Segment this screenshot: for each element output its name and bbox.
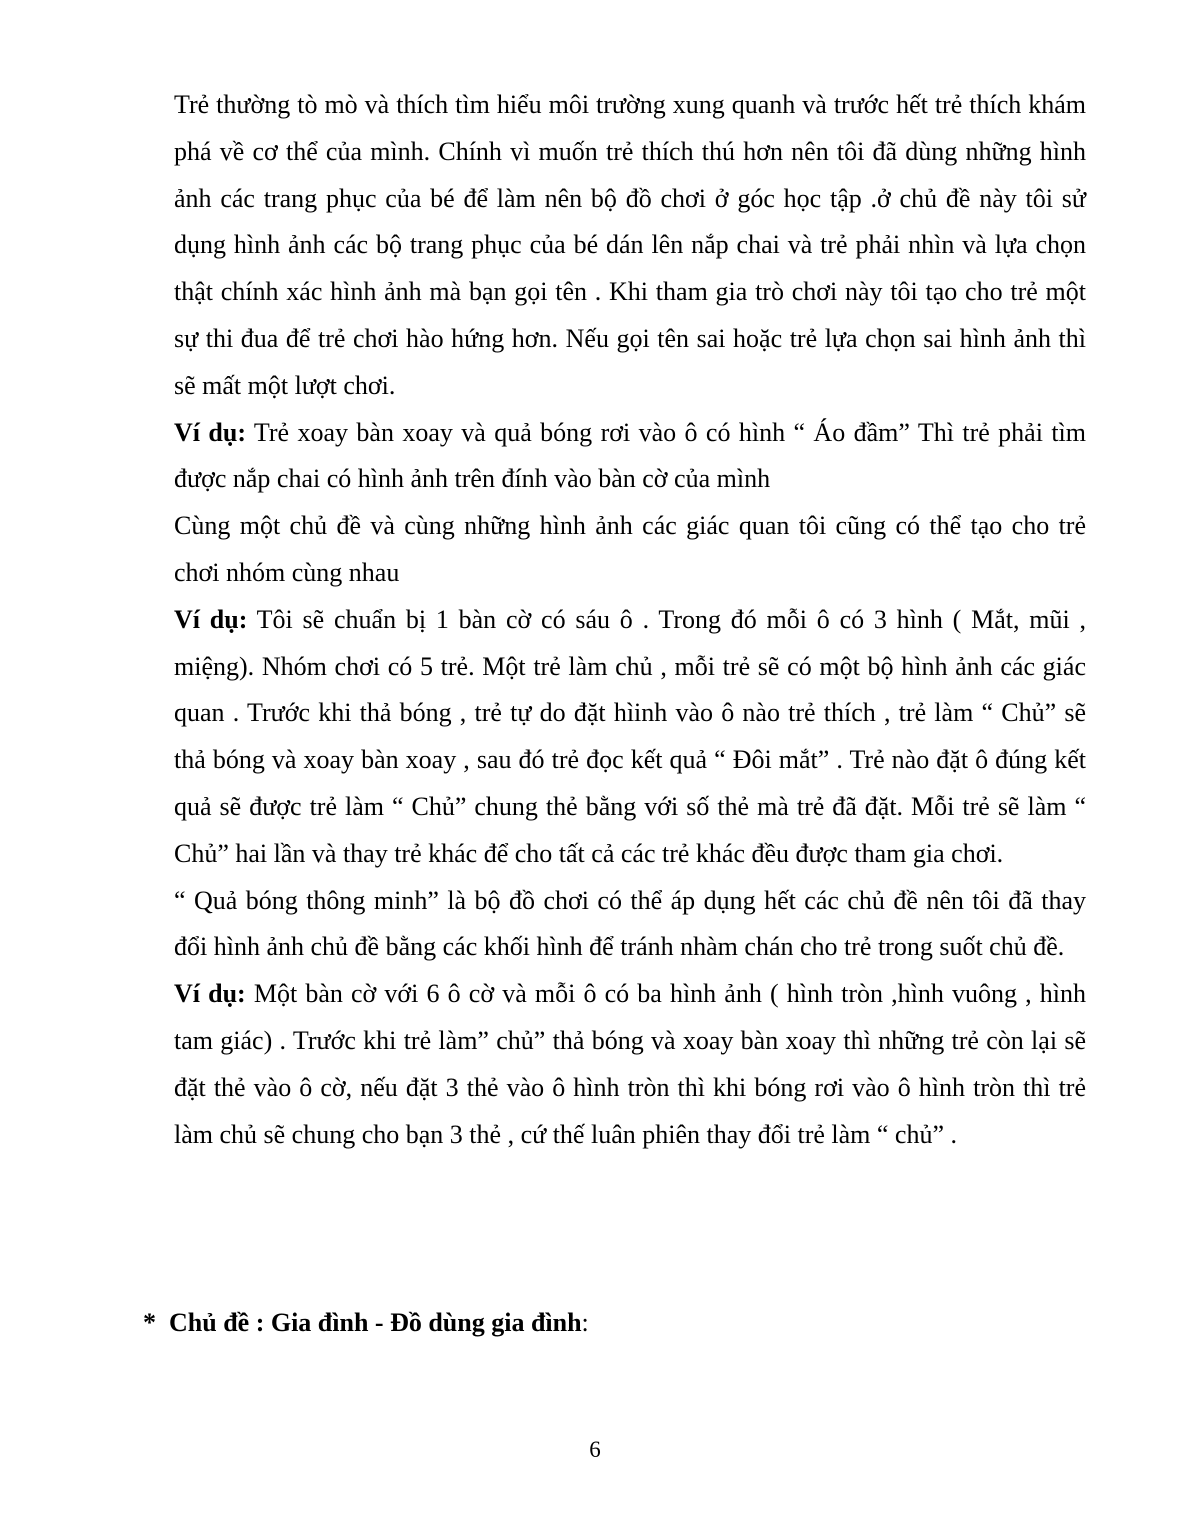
paragraph-5-text: “ Quả bóng thông minh” là bộ đồ chơi có thể áp dụng hết các chủ đề nên tôi đã thay đổi hình ảnh chủ đề bằng các khối hình để tránh nhàm chán cho trẻ trong suốt chủ đề. bbox=[174, 885, 1086, 962]
page-number: 6 bbox=[589, 1437, 601, 1462]
paragraph-5 bbox=[174, 878, 1086, 972]
paragraph-3 bbox=[174, 503, 1086, 597]
section-heading-text: Chủ đề : Gia đình - Đồ dùng gia đình bbox=[169, 1308, 582, 1337]
paragraph-6 bbox=[174, 971, 1086, 1158]
section-heading-bullet: * bbox=[143, 1308, 156, 1337]
paragraph-2-label: Ví dụ: bbox=[174, 417, 246, 447]
paragraph-4 bbox=[174, 597, 1086, 878]
paragraph-6-text: Một bàn cờ với 6 ô cờ và mỗi ô có ba hình ảnh ( hình tròn ,hình vuông , hình tam giác) . Trước khi trẻ làm” chủ” thả bóng và xoay bàn xoay thì những trẻ còn lại sẽ đặt thẻ vào ô cờ, nếu đặt 3 thẻ vào ô hình tròn thì khi bóng rơi vào ô hình tròn thì trẻ làm chủ sẽ chung cho bạn 3 thẻ , cứ thế luân phiên thay đổi trẻ làm “ chủ” . bbox=[174, 979, 1086, 1149]
section-heading-suffix: : bbox=[581, 1308, 589, 1337]
paragraph-2-text: Trẻ xoay bàn xoay và quả bóng rơi vào ô có hình “ Áo đầm” Thì trẻ phải tìm được nắp chai có hình ảnh trên đính vào bàn cờ của mình bbox=[174, 417, 1086, 494]
paragraph-2 bbox=[174, 410, 1086, 504]
paragraph-4-text: Tôi sẽ chuẩn bị 1 bàn cờ có sáu ô . Trong đó mỗi ô có 3 hình ( Mắt, mũi , miệng). Nhóm chơi có 5 trẻ. Một trẻ làm chủ , mỗi trẻ sẽ có một bộ hình ảnh các giác quan . Trước khi thả bóng , trẻ tự do đặt hìinh vào ô nào trẻ thích , trẻ làm “ Chủ” sẽ thả bóng và xoay bàn xoay , sau đó trẻ đọc kết quả “ Đôi mắt” . Trẻ nào đặt ô đúng kết quả sẽ được trẻ làm “ Chủ” chung thẻ bằng với số thẻ mà trẻ đã đặt. Mỗi trẻ sẽ làm “ Chủ” hai lần và thay trẻ khác để cho tất cả các trẻ khác đều được tham gia chơi. bbox=[174, 604, 1086, 868]
paragraph-3-text: Cùng một chủ đề và cùng những hình ảnh các giác quan tôi cũng có thể tạo cho trẻ chơi nhóm cùng nhau bbox=[174, 511, 1086, 587]
paragraph-1-text: Trẻ thường tò mò và thích tìm hiểu môi trường xung quanh và trước hết trẻ thích khám phá về cơ thể của mình. Chính vì muốn trẻ thích thú hơn nên tôi đã dùng những hình ảnh các trang phục của bé để làm nên bộ đồ chơi ở góc học tập .ở chủ đề này tôi sử dụng hình ảnh các bộ trang phục của bé dán lên nắp chai và trẻ phải nhìn và lựa chọn thật chính xác hình ảnh mà bạn gọi tên . Khi tham gia trò chơi này tôi tạo cho trẻ một sự thi đua để trẻ chơi hào hứng hơn. Nếu gọi tên sai hoặc trẻ lựa chọn sai hình ảnh thì sẽ mất một lượt chơi. bbox=[174, 90, 1086, 400]
paragraph-1 bbox=[174, 82, 1086, 410]
paragraph-6-label: Ví dụ: bbox=[174, 979, 246, 1009]
section-heading bbox=[143, 1300, 1083, 1347]
paragraph-4-label: Ví dụ: bbox=[174, 604, 248, 634]
body-text bbox=[174, 82, 1086, 1158]
